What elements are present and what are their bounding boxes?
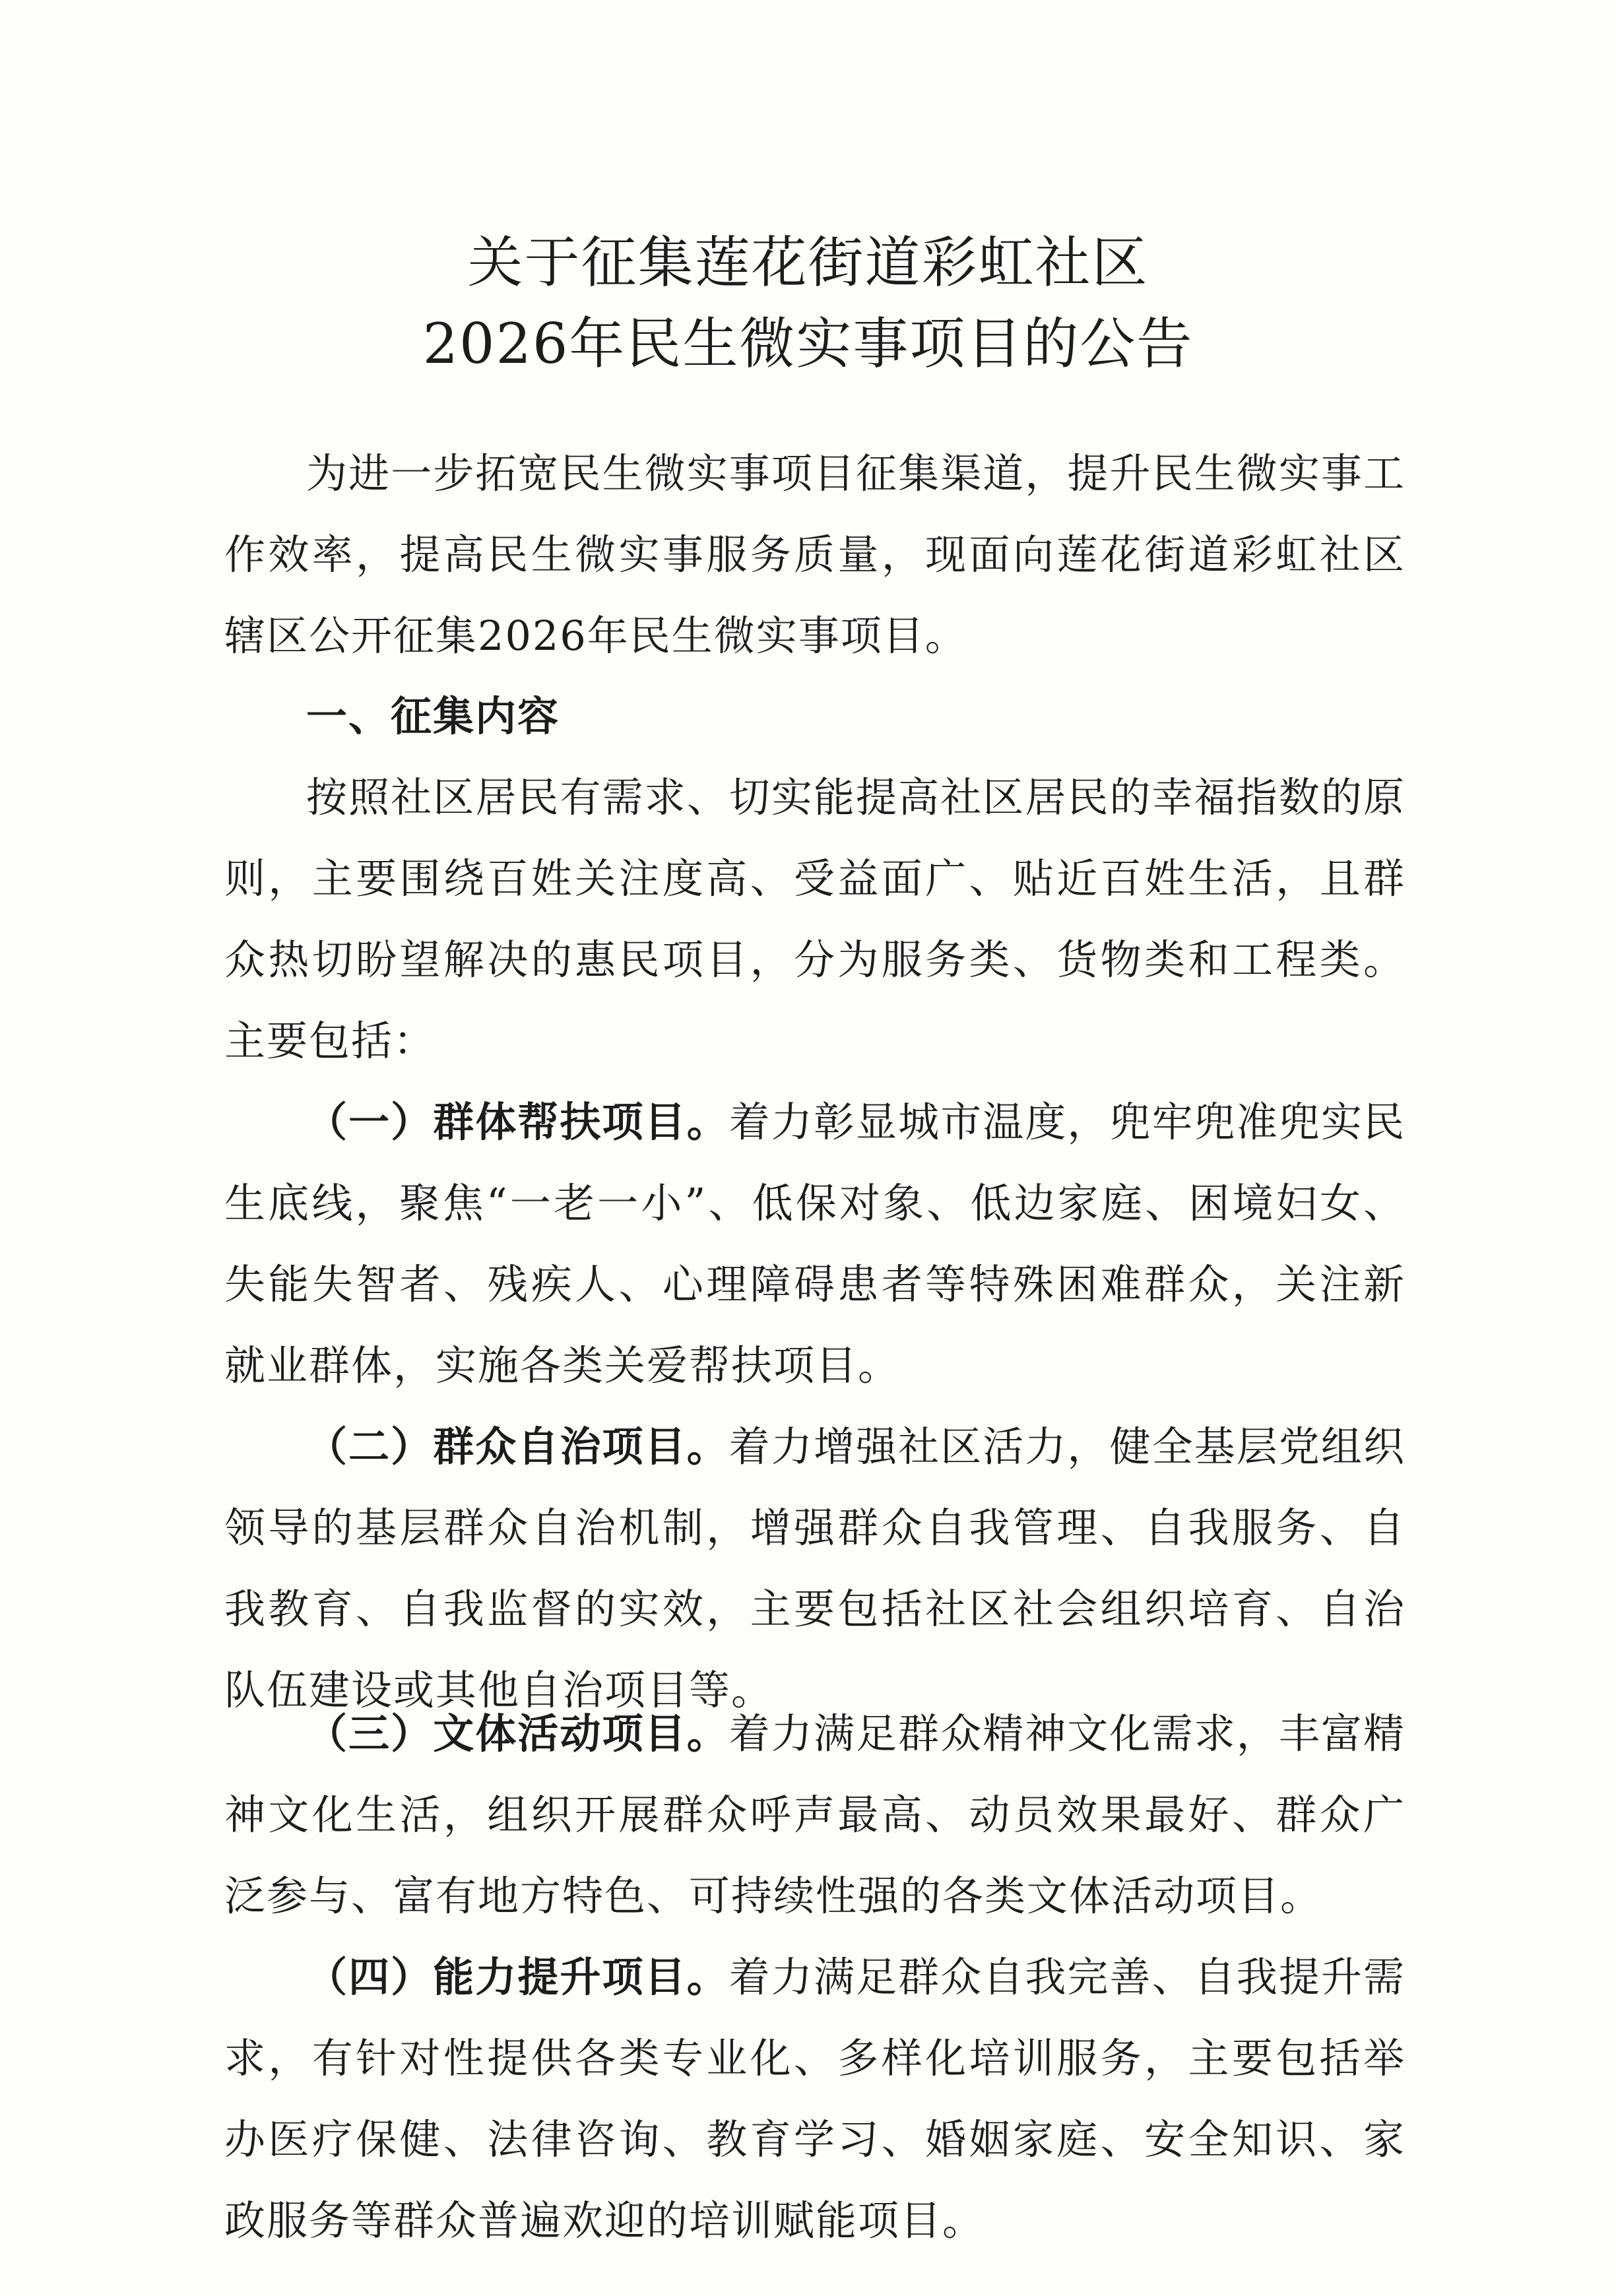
document-title-line-1: 关于征集莲花街道彩虹社区 (467, 230, 1149, 296)
item-label: （一）群体帮扶项目。 (306, 1098, 729, 1146)
document-title-line-2: 2026年民生微实事项目的公告 (422, 311, 1194, 377)
item-label: （二）群众自治项目。 (306, 1422, 729, 1471)
item-label: （四）能力提升项目。 (306, 1953, 729, 2001)
item-self-governance (224, 1406, 1406, 1731)
section-heading-collection-content: 一、征集内容 (306, 692, 560, 740)
item-capacity-building (224, 1936, 1406, 2261)
item-text: 着力满足群众自我完善、自我提升需求，有针对性提供各类专业化、多样化培训服务，主要包括举办医疗保健、法律咨询、教育学习、婚姻家庭、安全知识、家政服务等群众普遍欢迎的培训赋能项目。 (224, 1953, 1406, 2245)
item-text: 着力彰显城市温度，兜牢兜准兜实民生底线，聚焦“一老一小”、低保对象、低边家庭、困境妇女、失能失智者、残疾人、心理障碍患者等特殊困难群众，关注新就业群体，实施各类关爱帮扶项目。 (224, 1098, 1406, 1389)
item-group-assistance (224, 1081, 1406, 1406)
intro-paragraph: 为进一步拓宽民生微实事项目征集渠道，提升民生微实事工作效率，提高民生微实事服务质量，现面向莲花街道彩虹社区辖区公开征集2026年民生微实事项目。 (224, 449, 1406, 660)
section-1-paragraph: 按照社区居民有需求、切实能提高社区居民的幸福指数的原则，主要围绕百姓关注度高、受益面广、贴近百姓生活，且群众热切盼望解决的惠民项目，分为服务类、货物类和工程类。主要包括： (224, 773, 1406, 1065)
item-text: 着力满足群众精神文化需求，丰富精神文化生活，组织开展群众呼声最高、动员效果最好、群众广泛参与、富有地方特色、可持续性强的各类文体活动项目。 (224, 1709, 1406, 1920)
item-label: （三）文体活动项目。 (306, 1709, 729, 1758)
item-text: 着力增强社区活力，健全基层党组织领导的基层群众自治机制，增强群众自我管理、自我服务、自我教育、自我监督的实效，主要包括社区社会组织培育、自治队伍建设或其他自治项目等。 (224, 1422, 1406, 1714)
item-culture-sports (224, 1693, 1406, 1936)
